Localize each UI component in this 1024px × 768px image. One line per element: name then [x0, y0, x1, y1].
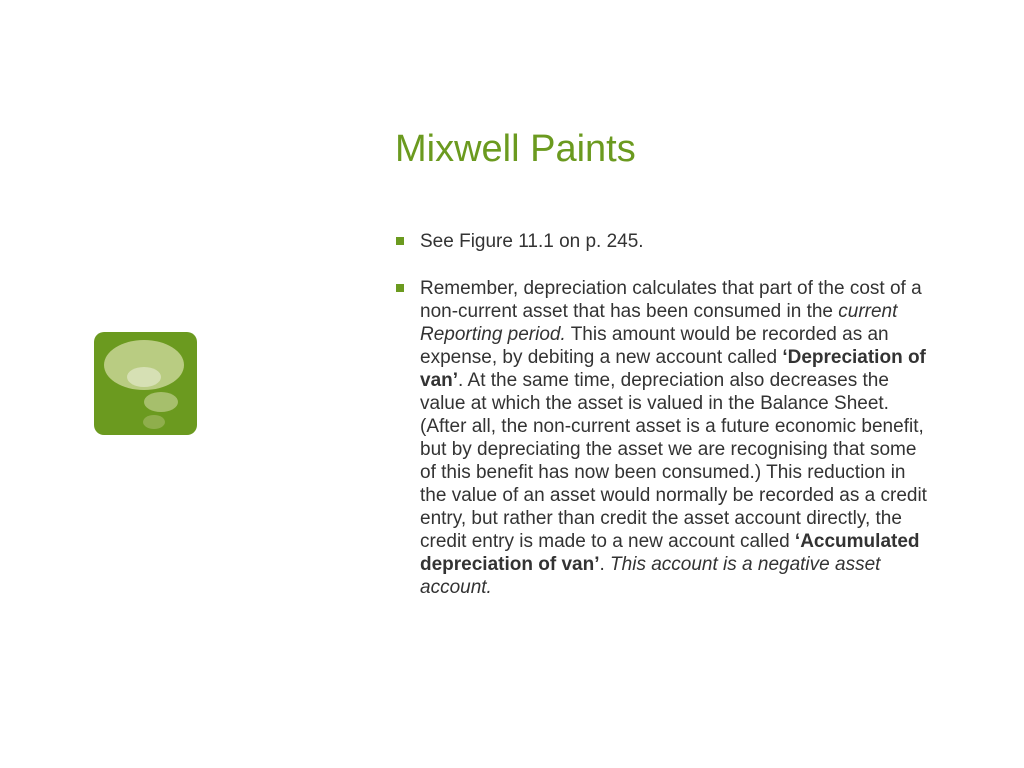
bullet-text-part: This amount would be recorded as an expense, by debiting a new account called: [420, 324, 889, 368]
slide-title: Mixwell Paints: [395, 128, 636, 170]
bullet-text: See Figure 11.1 on p. 245.: [420, 231, 644, 252]
bullet-text-part: Remember, depreciation calculates that part of the cost of a non-current asset that has been consumed in the: [420, 278, 922, 322]
bullet-text-bold: ‘Depreciation of van’: [420, 347, 926, 391]
bullet-text-part: .: [599, 554, 611, 575]
bullet-item: [395, 230, 930, 253]
bullet-text-part: . At the same time, depreciation also decreases the value at which the asset is valued in the Balance Sheet. (After all, the non-current asset is a future economic benefit, but by depreciating the asset we are recognising that some of this benefit has now been consumed.) This reduction in the value of an asset would normally be recorded as a credit entry, but rather than credit the asset account directly, the credit entry is made to a new account called: [420, 370, 927, 552]
bullet-text-italic: current Reporting period.: [420, 301, 898, 345]
bullet-item: [395, 277, 930, 599]
bullet-marker-icon: [396, 284, 404, 292]
thought-bubble-icon: [94, 332, 197, 435]
bullet-text-bold: ‘Accumulated depreciation of van’: [420, 531, 920, 575]
bullet-marker-icon: [396, 237, 404, 245]
bullet-text-italic: This account is a negative asset account.: [420, 554, 881, 598]
bullet-list: [395, 230, 930, 623]
